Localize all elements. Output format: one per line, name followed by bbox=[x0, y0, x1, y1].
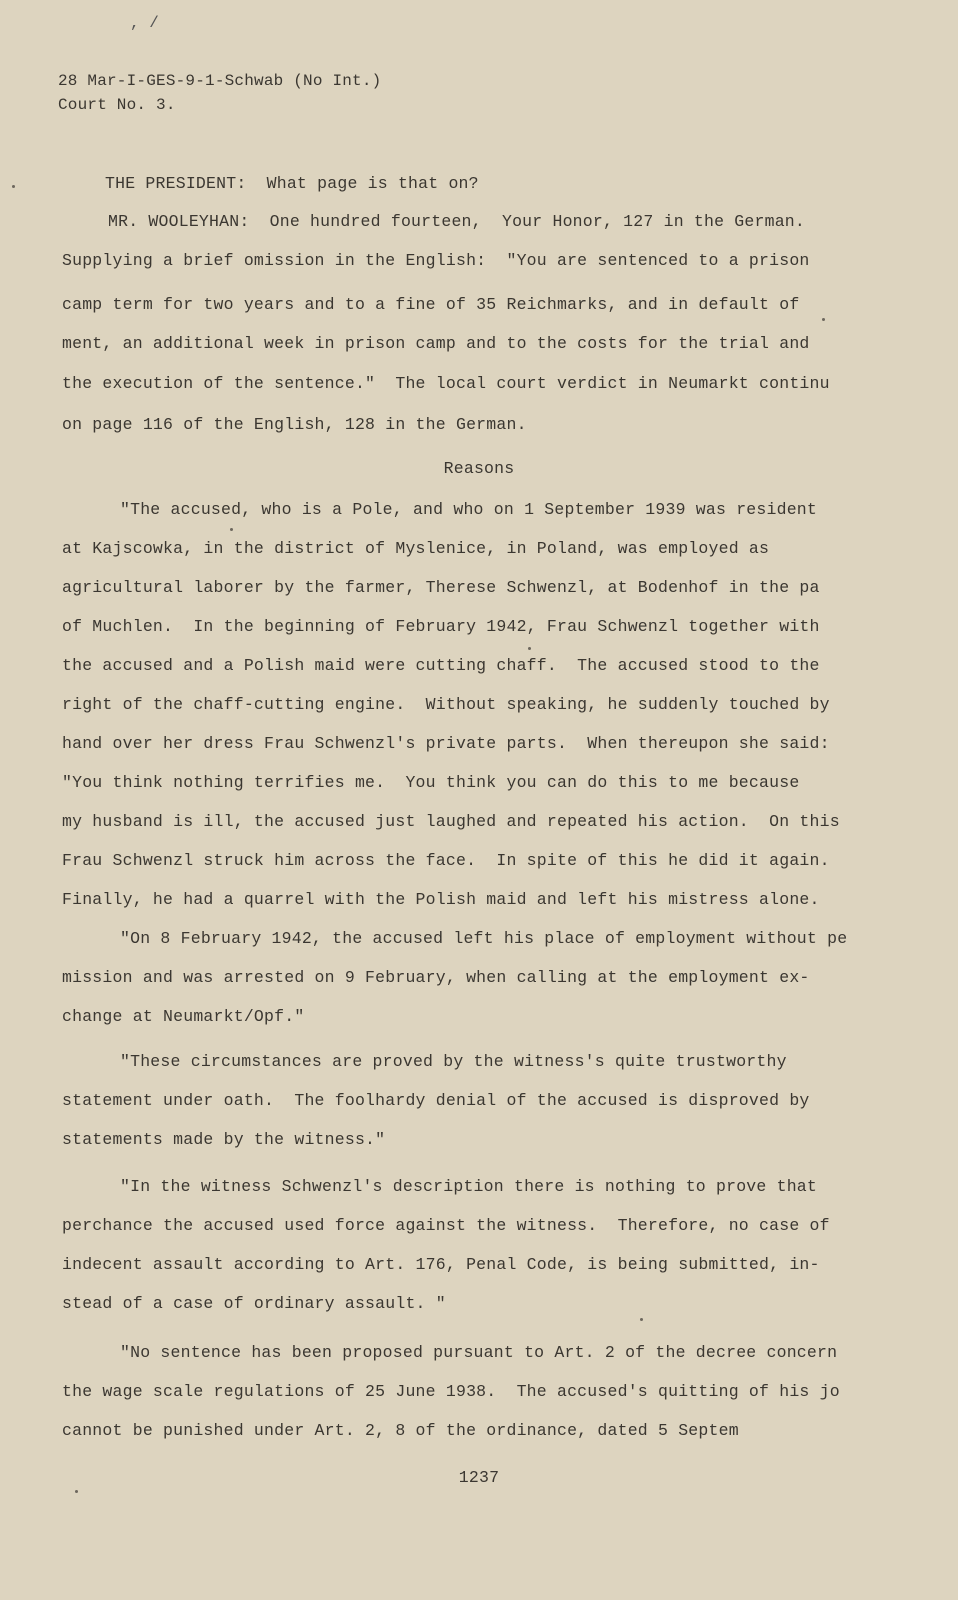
text-line: "No sentence has been proposed pursuant to Art. 2 of the decree concern bbox=[120, 1343, 838, 1362]
text-line: right of the chaff-cutting engine. Without speaking, he suddenly touched by bbox=[62, 695, 830, 714]
text-line: Supplying a brief omission in the English: "You are sentenced to a prison bbox=[62, 251, 810, 270]
text-line: stead of a case of ordinary assault. " bbox=[62, 1294, 446, 1313]
paper-speck bbox=[822, 318, 825, 321]
text-line: on page 116 of the English, 128 in the German. bbox=[62, 415, 527, 434]
text-line: the execution of the sentence." The local court verdict in Neumarkt continu bbox=[62, 374, 830, 393]
text-line: change at Neumarkt/Opf." bbox=[62, 1007, 305, 1026]
text-line: at Kajscowka, in the district of Myslenice, in Poland, was employed as bbox=[62, 539, 770, 558]
text-line: "These circumstances are proved by the witness's quite trustworthy bbox=[120, 1052, 787, 1071]
text-line: the wage scale regulations of 25 June 1938. The accused's quitting of his jo bbox=[62, 1382, 840, 1401]
text-line: my husband is ill, the accused just laughed and repeated his action. On this bbox=[62, 812, 840, 831]
text-line: cannot be punished under Art. 2, 8 of the ordinance, dated 5 Septem bbox=[62, 1421, 739, 1440]
text-line: agricultural laborer by the farmer, Therese Schwenzl, at Bodenhof in the pa bbox=[62, 578, 820, 597]
text-line: "On 8 February 1942, the accused left his place of employment without pe bbox=[120, 929, 848, 948]
paper-speck bbox=[75, 1490, 78, 1493]
text-line: "You think nothing terrifies me. You think you can do this to me because bbox=[62, 773, 800, 792]
page-number: 1237 bbox=[458, 1468, 500, 1487]
case-reference: 28 Mar-I-GES-9-1-Schwab (No Int.) bbox=[58, 72, 382, 90]
text-line: the accused and a Polish maid were cutting chaff. The accused stood to the bbox=[62, 656, 820, 675]
text-line: "The accused, who is a Pole, and who on 1 September 1939 was resident bbox=[120, 500, 818, 519]
text-line: "In the witness Schwenzl's description there is nothing to prove that bbox=[120, 1177, 818, 1196]
paper-speck bbox=[528, 647, 531, 650]
text-line: statements made by the witness." bbox=[62, 1130, 386, 1149]
text-line: camp term for two years and to a fine of 35 Reichmarks, and in default of bbox=[62, 295, 800, 314]
text-line: Frau Schwenzl struck him across the face. In spite of this he did it again. bbox=[62, 851, 830, 870]
text-line: Finally, he had a quarrel with the Polish maid and left his mistress alone. bbox=[62, 890, 820, 909]
court-number: Court No. 3. bbox=[58, 96, 176, 114]
text-line: THE PRESIDENT: What page is that on? bbox=[105, 174, 479, 193]
paper-speck bbox=[640, 1318, 643, 1321]
text-line: indecent assault according to Art. 176, Penal Code, is being submitted, in- bbox=[62, 1255, 820, 1274]
text-line: mission and was arrested on 9 February, when calling at the employment ex- bbox=[62, 968, 810, 987]
stray-mark: , / bbox=[130, 14, 159, 32]
paper-speck bbox=[230, 528, 233, 531]
section-heading-reasons: Reasons bbox=[443, 459, 515, 478]
text-line: perchance the accused used force against the witness. Therefore, no case of bbox=[62, 1216, 830, 1235]
text-line: of Muchlen. In the beginning of February 1942, Frau Schwenzl together with bbox=[62, 617, 820, 636]
text-line: hand over her dress Frau Schwenzl's private parts. When thereupon she said: bbox=[62, 734, 830, 753]
text-line: MR. WOOLEYHAN: One hundred fourteen, Your Honor, 127 in the German. bbox=[108, 212, 806, 231]
text-line: ment, an additional week in prison camp and to the costs for the trial and bbox=[62, 334, 810, 353]
text-line: statement under oath. The foolhardy denial of the accused is disproved by bbox=[62, 1091, 810, 1110]
paper-speck bbox=[12, 185, 15, 188]
